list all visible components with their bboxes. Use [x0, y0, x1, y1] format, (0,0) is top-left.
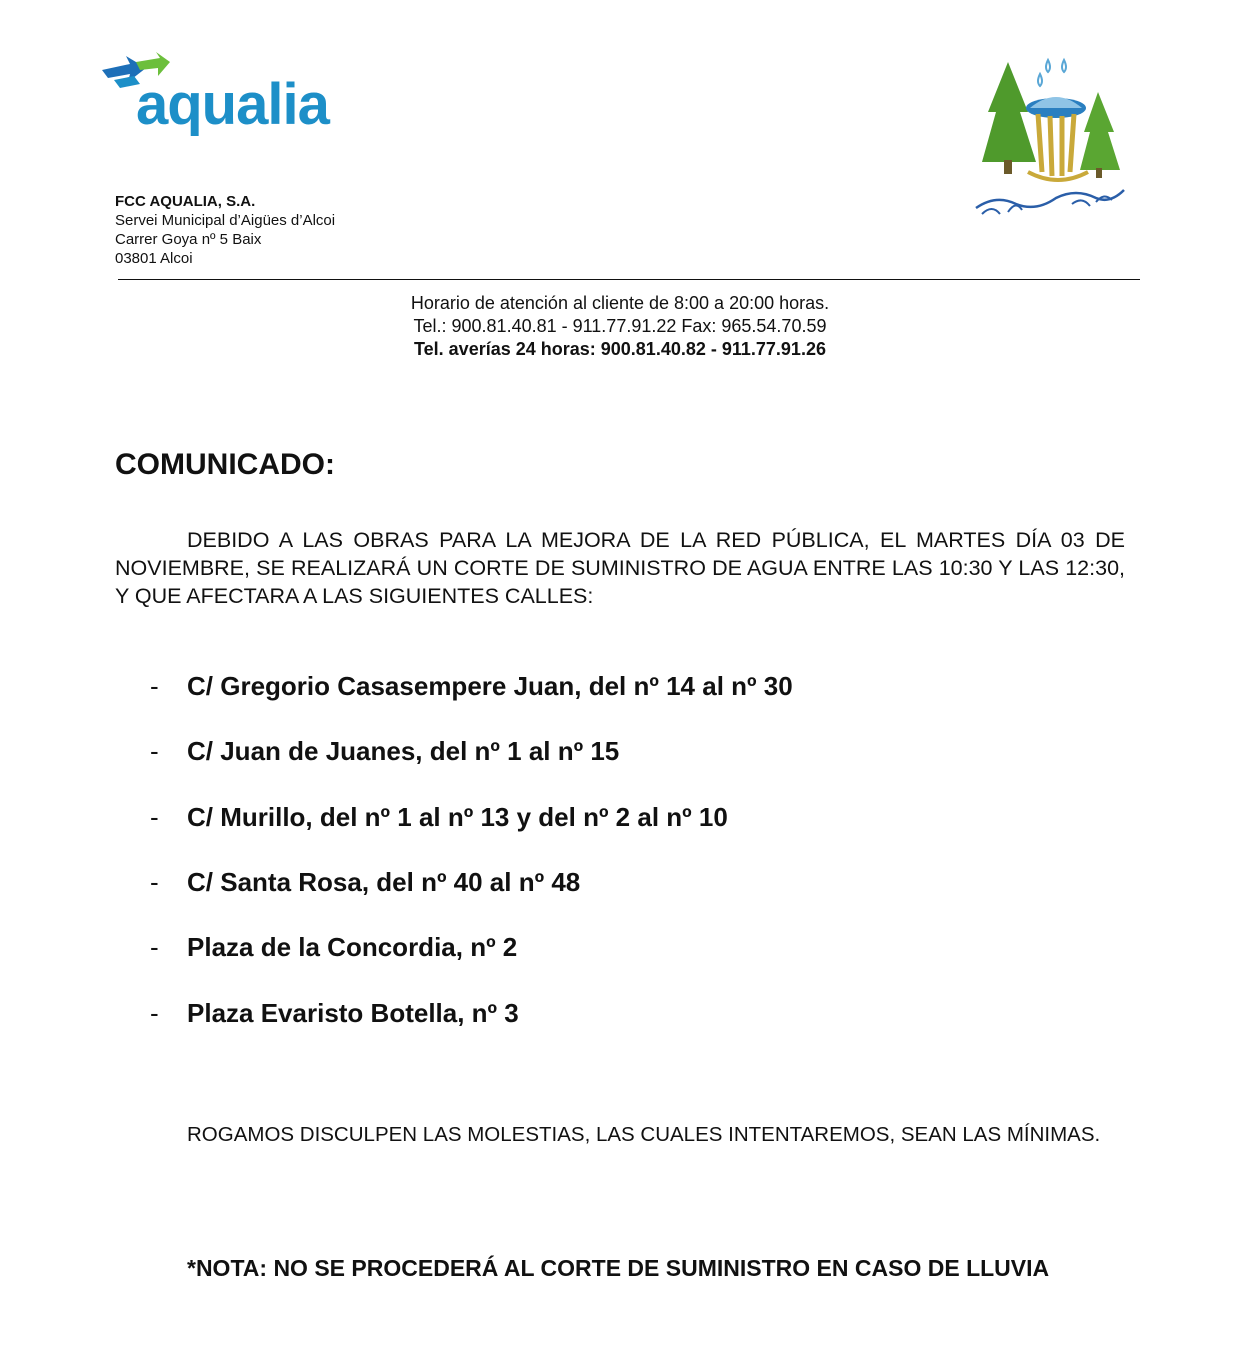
company-address-block: [115, 192, 335, 268]
list-item: - C/ Murillo, del nº 1 al nº 13 y del nº 2 al nº 10: [150, 802, 728, 832]
list-item: - C/ Gregorio Casasempere Juan, del nº 14 al nº 30: [150, 671, 793, 701]
list-item: - Plaza de la Concordia, nº 2: [150, 932, 518, 962]
street-label: C/ Santa Rosa, del nº 40 al nº 48: [187, 867, 581, 897]
intro-paragraph: DEBIDO A LAS OBRAS PARA LA MEJORA DE LA RED PÚBLICA, EL MARTES DÍA 03 DE NOVIEMBRE, SE REALIZARÁ UN CORTE DE SUMINISTRO DE AGUA ENTRE LAS 10:30 Y LAS 12:30, Y QUE AFECTARA A LAS SIGUIENTES CALLES:: [115, 528, 1125, 608]
contact-phones: Tel.: 900.81.40.81 - 911.77.91.22 Fax: 965.54.70.59: [413, 316, 827, 336]
estalviem-aigua-logo: [968, 52, 1148, 224]
contact-block: [0, 292, 1240, 361]
fountain-trees-icon: [968, 52, 1148, 224]
list-item: - C/ Juan de Juanes, del nº 1 al nº 15: [150, 736, 620, 766]
company-line-city: 03801 Alcoi: [115, 250, 193, 267]
page-title: COMUNICADO:: [115, 448, 335, 481]
list-item: - C/ Santa Rosa, del nº 40 al nº 48: [150, 867, 581, 897]
header-divider: [118, 279, 1140, 280]
company-line-service: Servei Municipal d’Aigües d’Alcoi: [115, 212, 336, 229]
contact-emergency: Tel. averías 24 horas: 900.81.40.82 - 911.77.91.26: [414, 339, 826, 359]
list-item: - Plaza Evaristo Botella, nº 3: [150, 998, 519, 1028]
company-name: FCC AQUALIA, S.A.: [115, 193, 256, 210]
aqualia-wordmark: aqualia: [136, 72, 329, 137]
street-label: Plaza de la Concordia, nº 2: [187, 932, 518, 962]
apology-paragraph: ROGAMOS DISCULPEN LAS MOLESTIAS, LAS CUALES INTENTAREMOS, SEAN LAS MÍNIMAS.: [187, 1123, 1101, 1146]
rain-note: *NOTA: NO SE PROCEDERÁ AL CORTE DE SUMINISTRO EN CASO DE LLUVIA: [187, 1255, 1050, 1281]
street-label: Plaza Evaristo Botella, nº 3: [187, 998, 519, 1028]
street-label: C/ Juan de Juanes, del nº 1 al nº 15: [187, 736, 620, 766]
street-label: C/ Gregorio Casasempere Juan, del nº 14 al nº 30: [187, 671, 793, 701]
street-label: C/ Murillo, del nº 1 al nº 13 y del nº 2 al nº 10: [187, 802, 728, 832]
contact-hours: Horario de atención al cliente de 8:00 a 20:00 horas.: [410, 293, 830, 313]
company-line-street: Carrer Goya nº 5 Baix: [115, 231, 262, 248]
